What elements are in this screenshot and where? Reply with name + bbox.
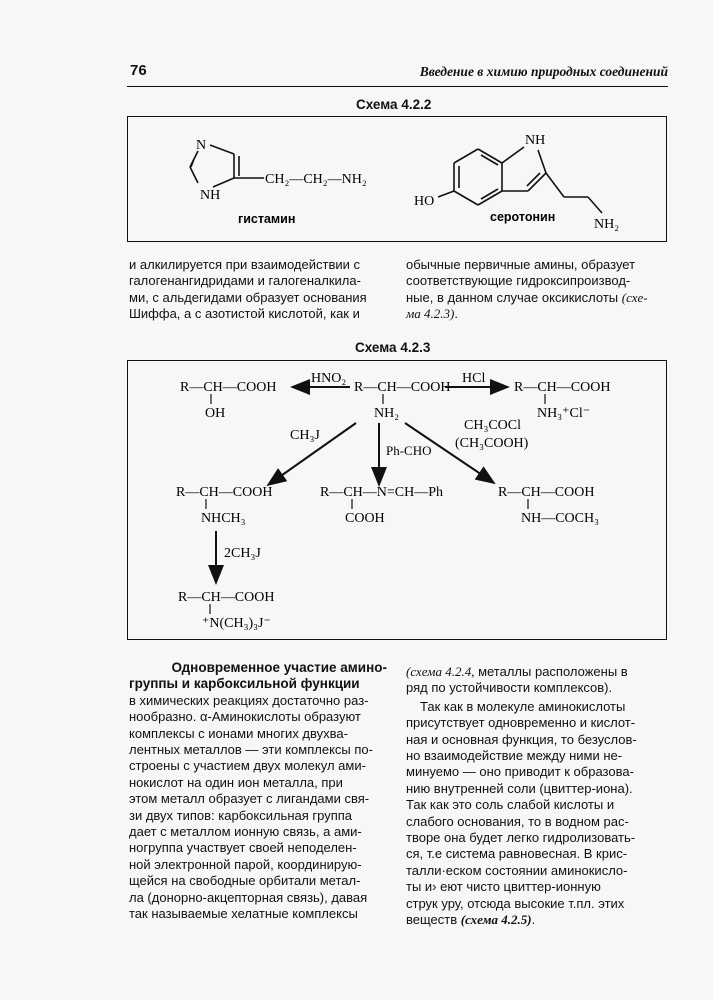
section-heading-line2: группы и карбоксильной функции xyxy=(129,676,360,692)
text-line: нию внутренней соли (цвиттер-иона). xyxy=(406,780,633,796)
text-line xyxy=(406,306,666,322)
paragraph-left-1 xyxy=(129,257,387,323)
text-line: Так как в молекуле аминокислоты xyxy=(420,698,626,714)
quaternary-product-formula: R—CH—COOH xyxy=(178,590,275,605)
left-product-sub: OH xyxy=(205,406,226,421)
scheme-ref: (схема 4.2.5) xyxy=(460,912,532,928)
reagent-hcl: HCl xyxy=(462,371,486,386)
schiff-base-sub: COOH xyxy=(345,511,385,526)
text-segment: металлы расположены в xyxy=(474,664,628,679)
scheme-box-4-2-3 xyxy=(127,360,667,640)
histamine-ring-nh: NH xyxy=(200,188,221,203)
text-line: нокислот на один ион металла, при xyxy=(129,774,343,790)
text-line: зи двух типов: карбоксильная группа xyxy=(129,807,353,823)
page-number: 76 xyxy=(130,62,147,79)
text-line: ся, т.е система равновесная. В крис- xyxy=(406,846,628,862)
right-product-sub: NH₃⁺Cl⁻ xyxy=(537,406,591,421)
running-title: Введение в химию природных соединений xyxy=(419,64,668,79)
center-formula: R—CH—COOH xyxy=(354,380,451,395)
text-line: ной электронной парой, координирую- xyxy=(129,856,362,872)
scheme-ref: (схема 4.2.4, xyxy=(406,664,475,679)
text-line xyxy=(406,664,666,680)
reagent-ch3cooh: (CH₃COOH) xyxy=(455,436,529,451)
scheme-box-4-2-2 xyxy=(127,116,667,242)
text-line: в химических реакциях достаточно раз- xyxy=(129,692,369,708)
header-rule xyxy=(127,86,668,87)
serotonin-name: серотонин xyxy=(490,210,556,224)
text-line: комплексы с ионами многих двухва- xyxy=(129,725,348,741)
reagent-ph-cho: Ph-CHO xyxy=(386,443,432,458)
section-heading-line1: Одновременное участие амино- xyxy=(171,660,387,675)
text-segment: веществ xyxy=(406,912,461,928)
text-line xyxy=(406,290,666,306)
scheme-4-2-2-structures xyxy=(128,117,666,241)
text-segment: . xyxy=(531,912,536,928)
text-line: Шиффа, а с азотистой кислотой, как и xyxy=(129,306,360,322)
quaternary-product-sub: ⁺N(CH₃)₃J⁻ xyxy=(202,616,271,631)
scheme-ref: ма 4.2.3) xyxy=(406,306,455,322)
text-line: и алкилируется при взаимодействии с xyxy=(129,257,360,272)
acetyl-product-sub: NH—COCH₃ xyxy=(521,511,599,526)
section-left-column xyxy=(129,660,387,923)
text-line: присутствует одновременно и кислот- xyxy=(406,715,636,731)
histamine-name: гистамин xyxy=(238,212,296,226)
paragraph-right-1 xyxy=(406,257,666,323)
text-line: слабого основания, то в водном рас- xyxy=(406,813,629,829)
scheme-title-4-2-2: Схема 4.2.2 xyxy=(356,97,432,112)
text-line: струк уру, отсюда высокие т.пл. этих xyxy=(406,895,625,911)
n-methyl-product-formula: R—CH—COOH xyxy=(176,485,273,500)
reagent-2ch3j: 2CH₃J xyxy=(224,546,261,561)
text-line: Так как это соль слабой кислоты и xyxy=(406,797,615,813)
text-line: ногруппа участвует своей неподелен- xyxy=(129,840,357,856)
text-line: этом металл образует с лигандами свя- xyxy=(129,791,370,807)
text-line: галогенангидридами и галогеналкила- xyxy=(129,273,361,289)
text-line xyxy=(406,912,666,928)
text-line: талли·еском состоянии аминокисло- xyxy=(406,862,628,878)
text-line: ла (донорно-акцепторная связь), давая xyxy=(129,889,368,905)
indole-ring xyxy=(438,147,602,213)
text-line: ряд по устойчивости комплексов). xyxy=(406,680,613,696)
text-line: соответствующие гидроксипроизвод- xyxy=(406,273,631,289)
text-line: ми, с альдегидами образует основания xyxy=(129,289,367,305)
text-segment: . xyxy=(454,306,459,322)
left-product-formula: R—CH—COOH xyxy=(180,380,277,395)
scheme-ref: (схе- xyxy=(621,289,648,305)
text-line: дает с металлом ионную связь, а ами- xyxy=(129,824,362,840)
acetyl-product-formula: R—CH—COOH xyxy=(498,485,595,500)
text-line: лентных металлов — эти комплексы по- xyxy=(129,742,373,758)
text-line: щейся на свободные орбитали метал- xyxy=(129,873,361,889)
schiff-base-formula: R—CH—N=CH—Ph xyxy=(320,485,444,500)
text-line: но взаимодействие между ними не- xyxy=(406,748,623,764)
text-line: творе она будет легко гидролизовать- xyxy=(406,830,636,846)
histamine-chain: CH₂—CH₂—NH₂ xyxy=(265,172,367,187)
center-sub: NH₂ xyxy=(374,406,400,421)
text-line: нообразно. α-Аминокислоты образуют xyxy=(129,709,361,725)
text-segment: ные, в данном случае оксикислоты xyxy=(406,289,619,305)
text-line: так называемые хелатные комплексы xyxy=(129,906,358,922)
histamine-ring-n: N xyxy=(196,138,207,153)
scheme-title-4-2-3: Схема 4.2.3 xyxy=(355,340,431,355)
text-line: минуемо — оно приводит к образова- xyxy=(406,764,634,780)
reagent-hno2: HNO₂ xyxy=(311,371,347,386)
text-line: строены с участием двух молекул ами- xyxy=(129,758,366,774)
text-line: ты и› еют чисто цвиттер-ионную xyxy=(406,879,601,895)
serotonin-ho: HO xyxy=(414,194,435,209)
reagent-ch3cocl: CH₃COCl xyxy=(464,418,522,433)
reagent-ch3j: CH₃J xyxy=(290,428,320,443)
n-methyl-product-sub: NHCH₃ xyxy=(201,511,246,526)
serotonin-nh: NH xyxy=(525,133,546,148)
text-line: обычные первичные амины, образует xyxy=(406,257,636,272)
serotonin-nh2: NH₂ xyxy=(594,217,620,232)
scheme-4-2-3-reactions xyxy=(128,361,666,639)
right-product-formula: R—CH—COOH xyxy=(514,380,611,395)
section-right-column xyxy=(406,664,666,929)
text-line: ная и основная функция, то безуслов- xyxy=(406,731,637,747)
